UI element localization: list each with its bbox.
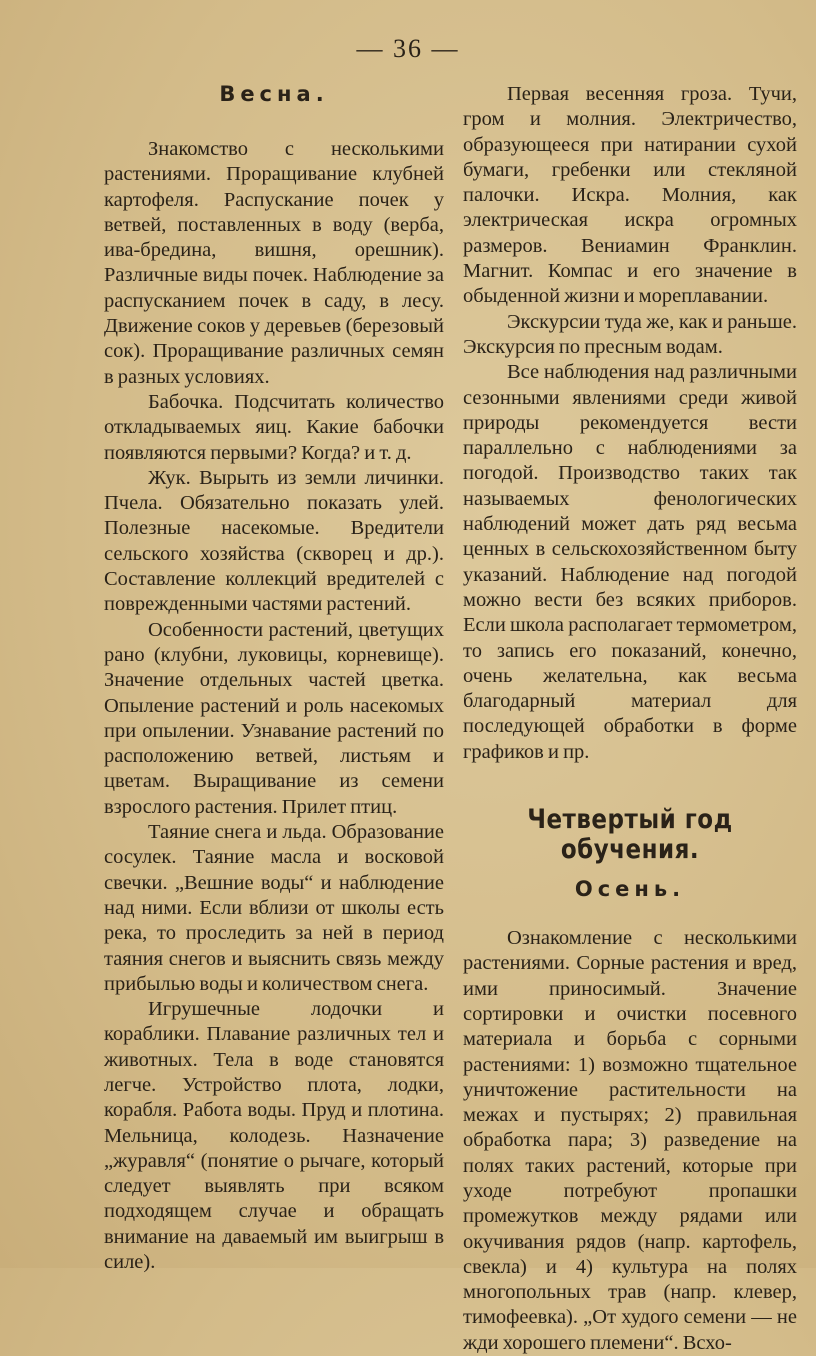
paragraph: Таяние снега и льда. Образование сосулек. Таяние масла и восковой свечки. „Вешние воды“ и наблюдение над ними. Если вблизи от школы есть река, то проследить за ней в период таяния снегов и выяснить связь между прибылью воды и количеством снега. — [104, 821, 444, 995]
paragraph: Ознакомление с несколькими растениями. Сорные растения и вред, ими приносимый. Значение сортировки и очистки посевного материала и борьба с сорными растениями: 1) возможно тщательное уничтожение растительности на межах и пустырях; 2) правильная обработка пара; 3) разведение на полях таких растений, которые при уходе потребуют пропашки промежутков между рядами или окучивания рядов (напр. картофель, свекла) и 4) культура на полях многопольных трав (напр. клевер, тимофеевка). „От худого семени — не жди хорошего племени“. Всхо- — [463, 927, 797, 1354]
paragraph: Первая весенняя гроза. Тучи, гром и молния. Электричество, образующееся при натирании сухой бумаги, гребенки или стекляной палочки. Искра. Молния, как электрическая искра огромных размеров. Вениамин Франклин. Магнит. Компас и его значение в обыденной жизни и мореплавании. — [463, 83, 797, 308]
heading-fourth-year: Четвертый год обучения. — [527, 805, 733, 865]
paragraph: Особенности растений, цветущих рано (клубни, луковицы, корневище). Значение отдельных частей цветка. Опыление растений и роль насекомых при опылении. Узнавание растений по расположению ветвей, листьям и цветам. Выращивание из семени взрослого растения. Прилет птиц. — [104, 618, 444, 818]
paragraph: Все наблюдения над различными сезонными явлениями среди живой природы рекомендуется вести параллельно с наблюдениями за погодой. Производство таких так называемых фенологических наблюдений может дать ряд весьма ценных в сельскохозяйственном быту указаний. Наблюдение над погодой можно вести без всяких приборов. Если школа располагает термометром, то запись его показаний, конечно, очень желательна, как весьма благодарный материал для последующей обработки в форме графиков и пр. — [463, 361, 797, 763]
left-column — [104, 82, 444, 1275]
page-number: — 36 — — [356, 34, 460, 63]
paragraph: Знакомство с несколькими растениями. Проращивание клубней картофеля. Распускание почек у ветвей, поставленных в воду (верба, ива-бредина, вишня, орешник). Различные виды почек. Наблюдение за распусканием почек в саду, в лесу. Движение соков у деревьев (березовый сок). Проращивание различных семян в разных условиях. — [104, 138, 444, 388]
section-title-spring: Весна. — [219, 82, 329, 106]
section-title-autumn: Осень. — [574, 877, 686, 902]
paragraph: Экскурсии туда же, как и раньше. Экскурсия по пресным водам. — [463, 310, 797, 358]
paragraph: Игрушечные лодочки и кораблики. Плавание различных тел и животных. Тела в воде становятся легче. Устройство плота, лодки, корабля. Работа воды. Пруд и плотина. Мельница, колодезь. Назначение „журавля“ (понятие о рычаге, который следует выявлять при всяком подходящем случае и обращать внимание на даваемый им выигрыш в силе). — [104, 998, 444, 1274]
right-column — [463, 82, 797, 1356]
paragraph: Жук. Вырыть из земли личинки. Пчела. Обязательно показать улей. Полезные насекомые. Вредители сельского хозяйства (скворец и др.). Составление коллекций вредителей с поврежденными частями растений. — [104, 466, 444, 616]
paragraph: Бабочка. Подсчитать количество откладываемых яиц. Какие бабочки появляются первыми? Когда? и т. д. — [104, 390, 444, 464]
